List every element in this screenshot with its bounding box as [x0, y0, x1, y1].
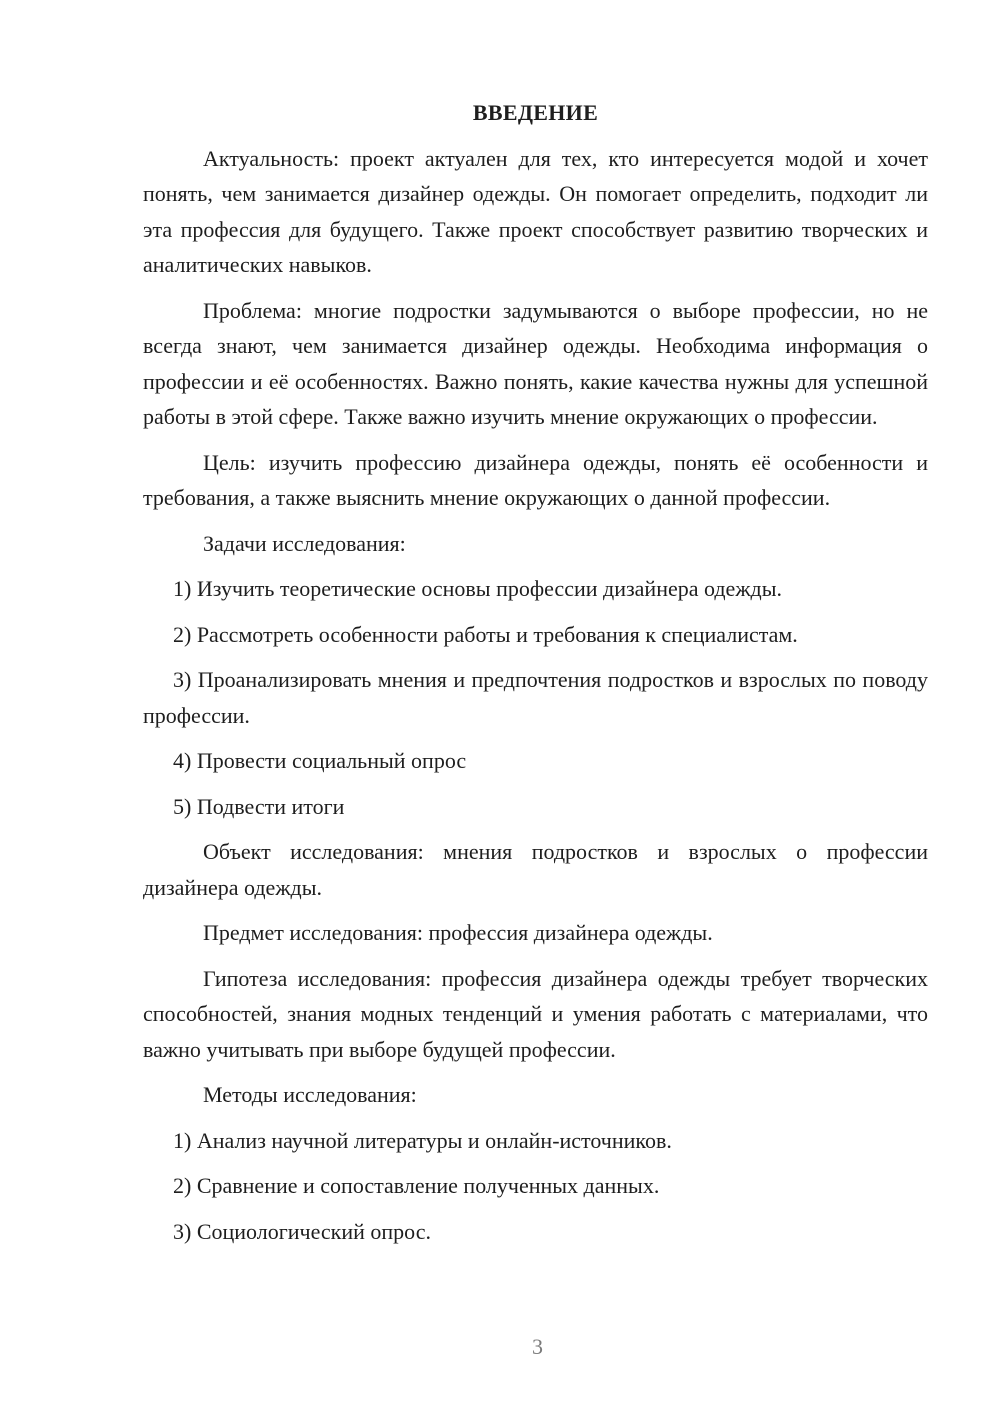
method-item: 3) Социологический опрос.: [173, 1218, 431, 1244]
tasks-heading: Задачи исследования:: [203, 530, 406, 556]
page-content: [143, 95, 928, 1259]
hypothesis-paragraph: Гипотеза исследования: профессия дизайнера одежды требует творческих способностей, знания модных тенденций и умения работать с материалами, что важно учитывать при выборе будущей профессии.: [143, 965, 928, 1062]
methods-heading: Методы исследования:: [203, 1082, 417, 1107]
task-item: 3) Проанализировать мнения и предпочтения подростков и взрослых по поводу профессии.: [143, 667, 928, 728]
task-item: 5) Подвести итоги: [173, 793, 345, 819]
page-number: 3: [532, 1334, 543, 1359]
object-paragraph: Объект исследования: мнения подростков и взрослых о профессии дизайнера одежды.: [143, 839, 928, 900]
task-item: 1) Изучить теоретические основы профессии дизайнера одежды.: [173, 576, 782, 601]
page-title: ВВЕДЕНИЕ: [472, 100, 599, 125]
task-item: 2) Рассмотреть особенности работы и требования к специалистам.: [173, 621, 798, 647]
subject-paragraph: Предмет исследования: профессия дизайнера одежды.: [203, 920, 713, 945]
task-item: 4) Провести социальный опрос: [173, 748, 467, 773]
relevance-paragraph: Актуальность: проект актуален для тех, кто интересуется модой и хочет понять, чем занимается дизайнер одежды. Он помогает определить, подходит ли эта профессия для будущего. Также проект способствует развитию творческих и аналитических навыков.: [143, 145, 928, 277]
goal-paragraph: Цель: изучить профессию дизайнера одежды, понять её особенности и требования, а также выяснить мнение окружающих о данной профессии.: [143, 449, 928, 510]
method-item: 1) Анализ научной литературы и онлайн-источников.: [173, 1127, 672, 1153]
problem-paragraph: Проблема: многие подростки задумываются о выборе профессии, но не всегда знают, чем занимается дизайнер одежды. Необходима информация о профессии и её особенностях. Важно понять, какие качества нужны для успешной работы в этой сфере. Также важно изучить мнение окружающих о профессии.: [143, 297, 928, 429]
method-item: 2) Сравнение и сопоставление полученных данных.: [173, 1173, 660, 1198]
